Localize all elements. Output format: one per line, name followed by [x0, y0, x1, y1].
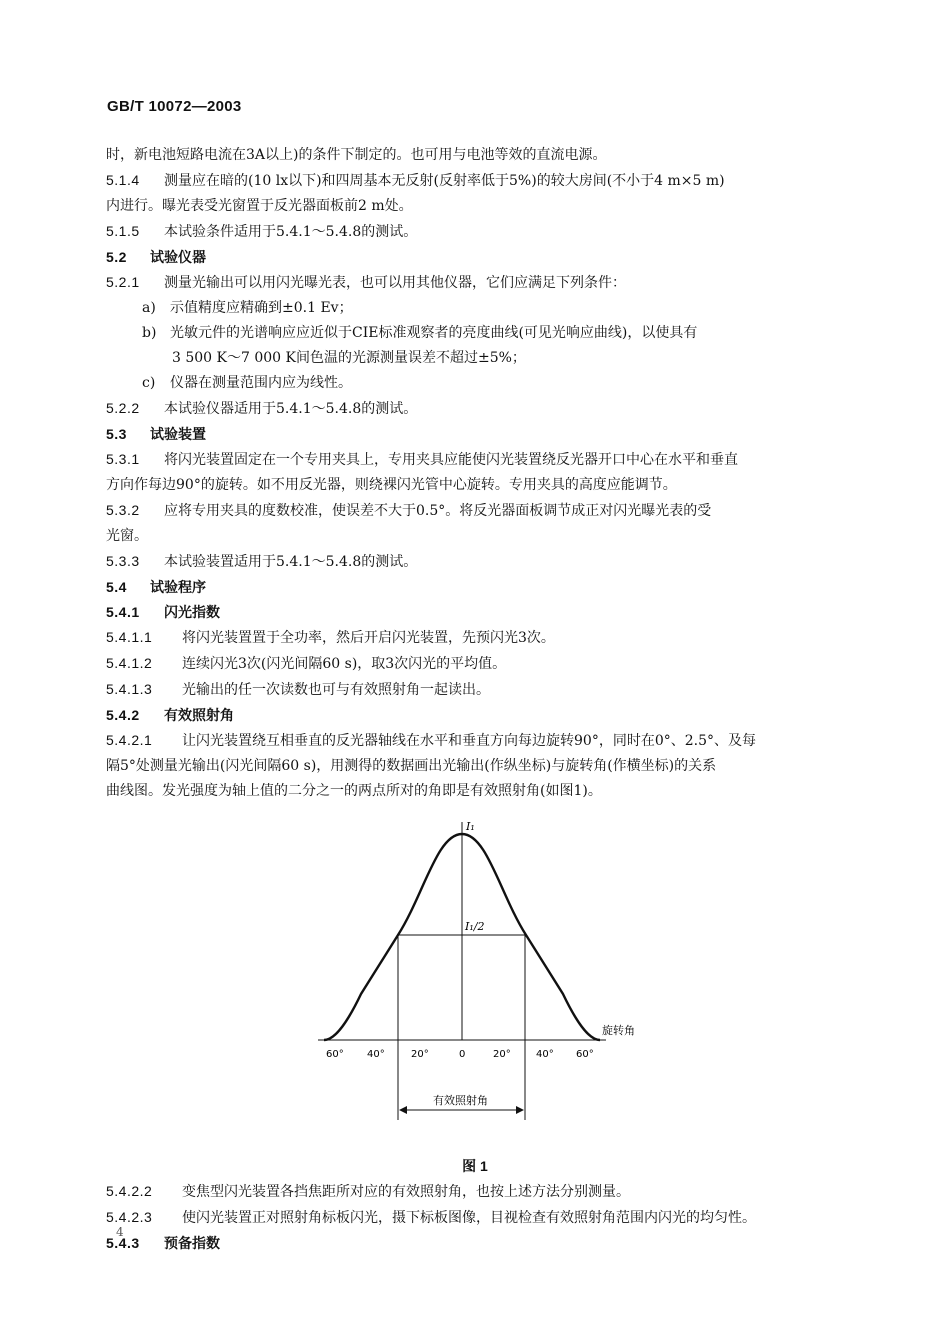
clause-text: 应将专用夹具的度数校准，使误差不大于0.5°。将反光器面板调节成正对闪光曝光表的受 — [164, 503, 712, 519]
list-item-b-continued: 3 500 K～7 000 K间色温的光源测量误差不超过±5%； — [172, 350, 526, 366]
clause-text: 本试验装置适用于5.4.1～5.4.8的测试。 — [164, 554, 418, 570]
list-item-text: 示值精度应精确到±0.1 Ev； — [170, 300, 353, 316]
clause-5-3-3 — [106, 549, 844, 575]
clause-number: 5.4.1.3 — [106, 681, 153, 697]
clause-number: 5.4.1.1 — [106, 629, 153, 645]
document-body — [106, 143, 844, 1256]
clause-text: 内进行。曝光表受光窗置于反光器面板前2 m处。 — [106, 198, 413, 214]
clause-text: 让闪光装置绕互相垂直的反光器轴线在水平和垂直方向每边旋转90°，同时在0°、2.5°、及每 — [182, 733, 756, 749]
peak-intensity-label: I₁ — [466, 820, 475, 833]
clause-text: 光窗。 — [106, 528, 148, 544]
list-item-c — [106, 371, 844, 396]
clause-number: 5.4.2.2 — [106, 1183, 153, 1199]
clause-text: 隔5°处测量光输出(闪光间隔60 s)，用测得的数据画出光输出(作纵坐标)与旋转角(作横坐标)的关系 — [106, 758, 717, 774]
clause-text: 变焦型闪光装置各挡焦距所对应的有效照射角，也按上述方法分别测量。 — [182, 1184, 630, 1200]
section-heading-5-2 — [106, 245, 844, 270]
effective-angle-diagram — [306, 814, 646, 1134]
figure-1-diagram — [106, 804, 844, 1154]
clause-text: 本试验仪器适用于5.4.1～5.4.8的测试。 — [164, 401, 418, 417]
section-title: 试验仪器 — [150, 249, 206, 265]
tick-label: 20° — [493, 1049, 511, 1060]
figure-caption: 图 1 — [462, 1158, 488, 1174]
clause-text: 方向作每边90°的旋转。如不用反光器，则绕裸闪光管中心旋转。专用夹具的高度应能调节。 — [106, 477, 677, 493]
clause-text: 将闪光装置置于全功率，然后开启闪光装置，先预闪光3次。 — [182, 630, 555, 646]
section-number: 5.3 — [106, 426, 127, 442]
clause-5-2-1 — [106, 270, 844, 296]
rotation-angle-axis-label: 旋转角 — [602, 1024, 635, 1037]
half-intensity-label: I₁/2 — [465, 920, 485, 933]
section-number: 5.4.3 — [106, 1235, 140, 1251]
clause-number: 5.1.4 — [106, 172, 140, 188]
tick-label: 40° — [536, 1049, 554, 1060]
tick-label: 40° — [367, 1049, 385, 1060]
section-number: 5.2 — [106, 249, 127, 265]
clause-5-3-2 — [106, 498, 844, 549]
tick-label: 60° — [576, 1049, 594, 1060]
section-title: 预备指数 — [164, 1235, 220, 1251]
section-heading-5-4 — [106, 575, 844, 600]
clause-text: 本试验条件适用于5.4.1～5.4.8的测试。 — [164, 224, 418, 240]
clause-5-4-1-2 — [106, 651, 844, 677]
clause-number: 5.3.1 — [106, 451, 140, 467]
section-number: 5.4.1 — [106, 604, 140, 620]
tick-label: 0 — [459, 1049, 466, 1060]
section-number: 5.4 — [106, 579, 127, 595]
list-item-a — [106, 296, 844, 321]
clause-number: 5.3.2 — [106, 502, 140, 518]
section-heading-5-4-1 — [106, 600, 844, 625]
section-title: 试验程序 — [150, 579, 206, 595]
clause-5-4-1-3 — [106, 677, 844, 703]
clause-number: 5.4.1.2 — [106, 655, 153, 671]
clause-text: 使闪光装置正对照射角标板闪光，摄下标板图像，目视检查有效照射角范围内闪光的均匀性。 — [182, 1210, 756, 1226]
list-item-text: 光敏元件的光谱响应应近似于CIE标准观察者的亮度曲线(可见光响应曲线)，以使具有 — [170, 325, 698, 341]
list-item-text: 仪器在测量范围内应为线性。 — [170, 375, 352, 391]
effective-angle-label: 有效照射角 — [433, 1094, 488, 1107]
list-marker: c) — [142, 375, 156, 391]
section-title: 试验装置 — [150, 426, 206, 442]
clause-text: 将闪光装置固定在一个专用夹具上，专用夹具应能使闪光装置绕反光器开口中心在水平和垂直 — [164, 452, 738, 468]
clause-text: 测量光输出可以用闪光曝光表，也可以用其他仪器，它们应满足下列条件： — [164, 275, 626, 291]
clause-text: 测量应在暗的(10 lx以下)和四周基本无反射(反射率低于5%)的较大房间(不小于4 m×5 m) — [164, 173, 725, 189]
clause-number: 5.2.2 — [106, 400, 140, 416]
section-heading-5-4-3 — [106, 1231, 844, 1256]
clause-number: 5.2.1 — [106, 274, 140, 290]
clause-5-1-4 — [106, 168, 844, 219]
clause-5-1-5 — [106, 219, 844, 245]
page-number: 4 — [116, 1225, 124, 1239]
standard-code-header: GB/T 10072—2003 — [107, 98, 242, 115]
section-heading-5-4-2 — [106, 703, 844, 728]
clause-5-4-2-3 — [106, 1205, 844, 1231]
clause-number: 5.4.2.3 — [106, 1209, 153, 1225]
section-title: 有效照射角 — [164, 707, 234, 723]
section-heading-5-3 — [106, 422, 844, 447]
section-title: 闪光指数 — [164, 604, 220, 620]
clause-text: 光输出的任一次读数也可与有效照射角一起读出。 — [182, 682, 490, 698]
tick-label: 60° — [326, 1049, 344, 1060]
list-item-b — [106, 321, 844, 346]
tick-label: 20° — [411, 1049, 429, 1060]
clause-5-4-2-1 — [106, 728, 844, 804]
clause-number: 5.4.2.1 — [106, 732, 153, 748]
clause-number: 5.3.3 — [106, 553, 140, 569]
arrowhead-left — [399, 1106, 407, 1114]
clause-text: 连续闪光3次(闪光间隔60 s)，取3次闪光的平均值。 — [182, 656, 507, 672]
clause-5-2-2 — [106, 396, 844, 422]
arrowhead-right — [516, 1106, 524, 1114]
list-marker: a) — [142, 300, 156, 316]
clause-5-4-2-2 — [106, 1179, 844, 1205]
clause-number: 5.1.5 — [106, 223, 140, 239]
clause-5-3-1 — [106, 447, 844, 498]
clause-text: 曲线图。发光强度为轴上值的二分之一的两点所对的角即是有效照射角(如图1)。 — [106, 783, 602, 799]
section-number: 5.4.2 — [106, 707, 140, 723]
list-marker: b) — [142, 325, 157, 341]
paragraph-continuation: 时，新电池短路电流在3A以上)的条件下制定的。也可用与电池等效的直流电源。 — [106, 147, 607, 163]
clause-5-4-1-1 — [106, 625, 844, 651]
